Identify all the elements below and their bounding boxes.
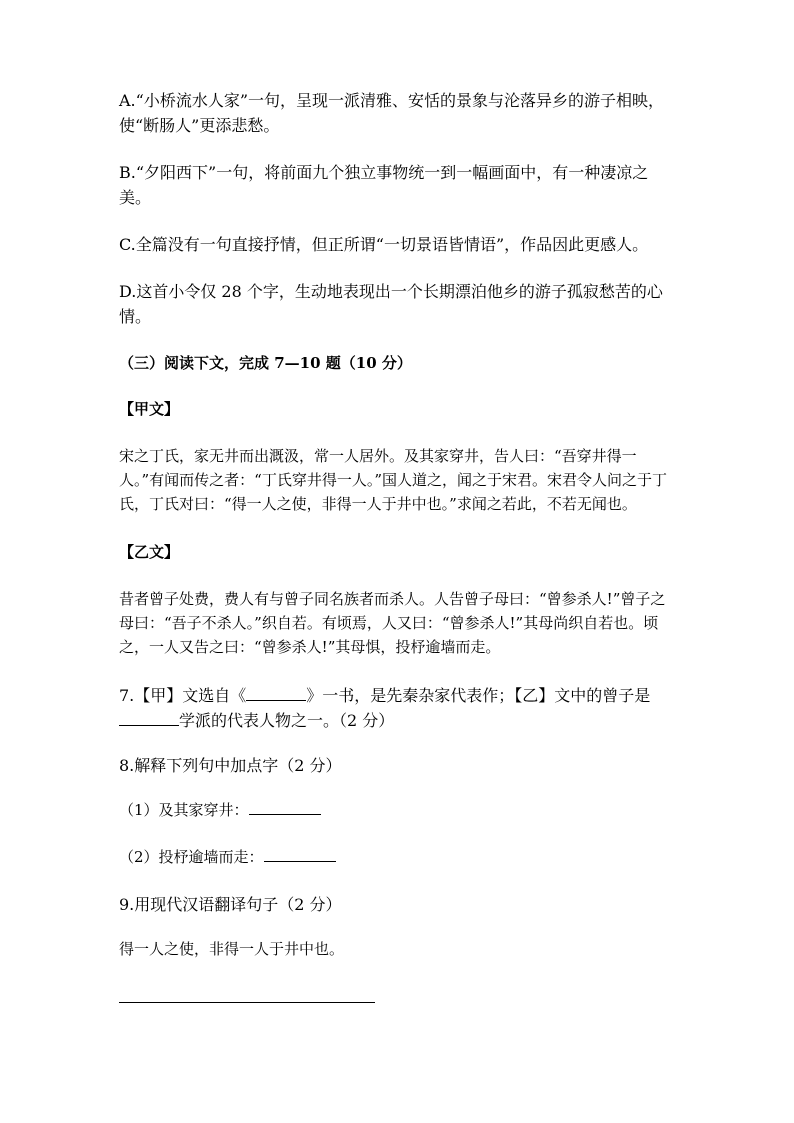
option-text: 这首小令仅 28 个字，生动地表现出一个长期漂泊他乡的游子孤寂愁苦的心情。 xyxy=(119,282,663,326)
q7-blank-book[interactable] xyxy=(246,684,306,701)
q8-item-label: （2）投杼逾墙而走： xyxy=(119,848,264,866)
q8-item-label: （1）及其家穿井： xyxy=(119,801,249,819)
q7-part3: 学派的代表人物之一。（2 分） xyxy=(179,711,395,730)
section-title: （三）阅读下文，完成 7—10 题（10 分） xyxy=(119,354,412,372)
question-8-item-2 xyxy=(119,845,679,870)
q7-part1: 7.【甲】文选自《 xyxy=(119,686,247,705)
option-label: D. xyxy=(119,282,137,301)
passage-a-text: 宋之丁氏，家无井而出溉汲，常一人居外。及其家穿井，告人曰：“吾穿井得一人。”有闻而传之者：“丁氏穿井得一人。”国人道之，闻之于宋君。宋君令人问之于丁氏，丁氏对曰：“得一人之使，非得一人于井中也。”求闻之若此，不若无闻也。 xyxy=(119,447,668,513)
q7-part2: 》一书，是先秦杂家代表作；【乙】文中的曾子是 xyxy=(306,686,651,705)
option-label: C. xyxy=(119,235,136,254)
option-c xyxy=(119,232,679,257)
q7-blank-school[interactable] xyxy=(119,709,179,726)
passage-a-title: 【甲文】 xyxy=(119,400,180,418)
option-text: “小桥流水人家”一句，呈现一派清雅、安恬的景象与沦落异乡的游子相映，使“断肠人”更添悲愁。 xyxy=(119,91,665,135)
option-text: 全篇没有一句直接抒情，但正所谓“一切景语皆情语”，作品因此更感人。 xyxy=(135,235,649,254)
option-d xyxy=(119,279,679,329)
question-9-title: 9.用现代汉语翻译句子（2 分） xyxy=(119,895,342,914)
question-8-title: 8.解释下列句中加点字（2 分） xyxy=(119,756,342,775)
option-a xyxy=(119,88,679,138)
question-7 xyxy=(119,683,679,733)
question-8-item-1 xyxy=(119,798,679,823)
option-label: B. xyxy=(119,163,136,182)
document-page xyxy=(119,88,679,1003)
passage-b-text: 昔者曾子处费，费人有与曾子同名族者而杀人。人告曾子母曰：“曾参杀人!”曾子之母曰：“吾子不杀人。”织自若。有顷焉，人又曰：“曾参杀人!”其母尚织自若也。顷之，一人又告之曰：“曾参杀人!”其母惧，投杼逾墙而走。 xyxy=(119,590,666,656)
question-9-sentence: 得一人之使，非得一人于井中也。 xyxy=(119,940,345,958)
q9-answer-line[interactable] xyxy=(119,984,375,1003)
q8-answer-blank-2[interactable] xyxy=(264,845,336,862)
option-text: “夕阳西下”一句，将前面九个独立事物统一到一幅画面中，有一种凄凉之美。 xyxy=(119,163,649,207)
q8-answer-blank-1[interactable] xyxy=(249,798,321,815)
option-label: A. xyxy=(119,91,136,110)
passage-b-title: 【乙文】 xyxy=(119,543,180,561)
option-b xyxy=(119,160,679,210)
